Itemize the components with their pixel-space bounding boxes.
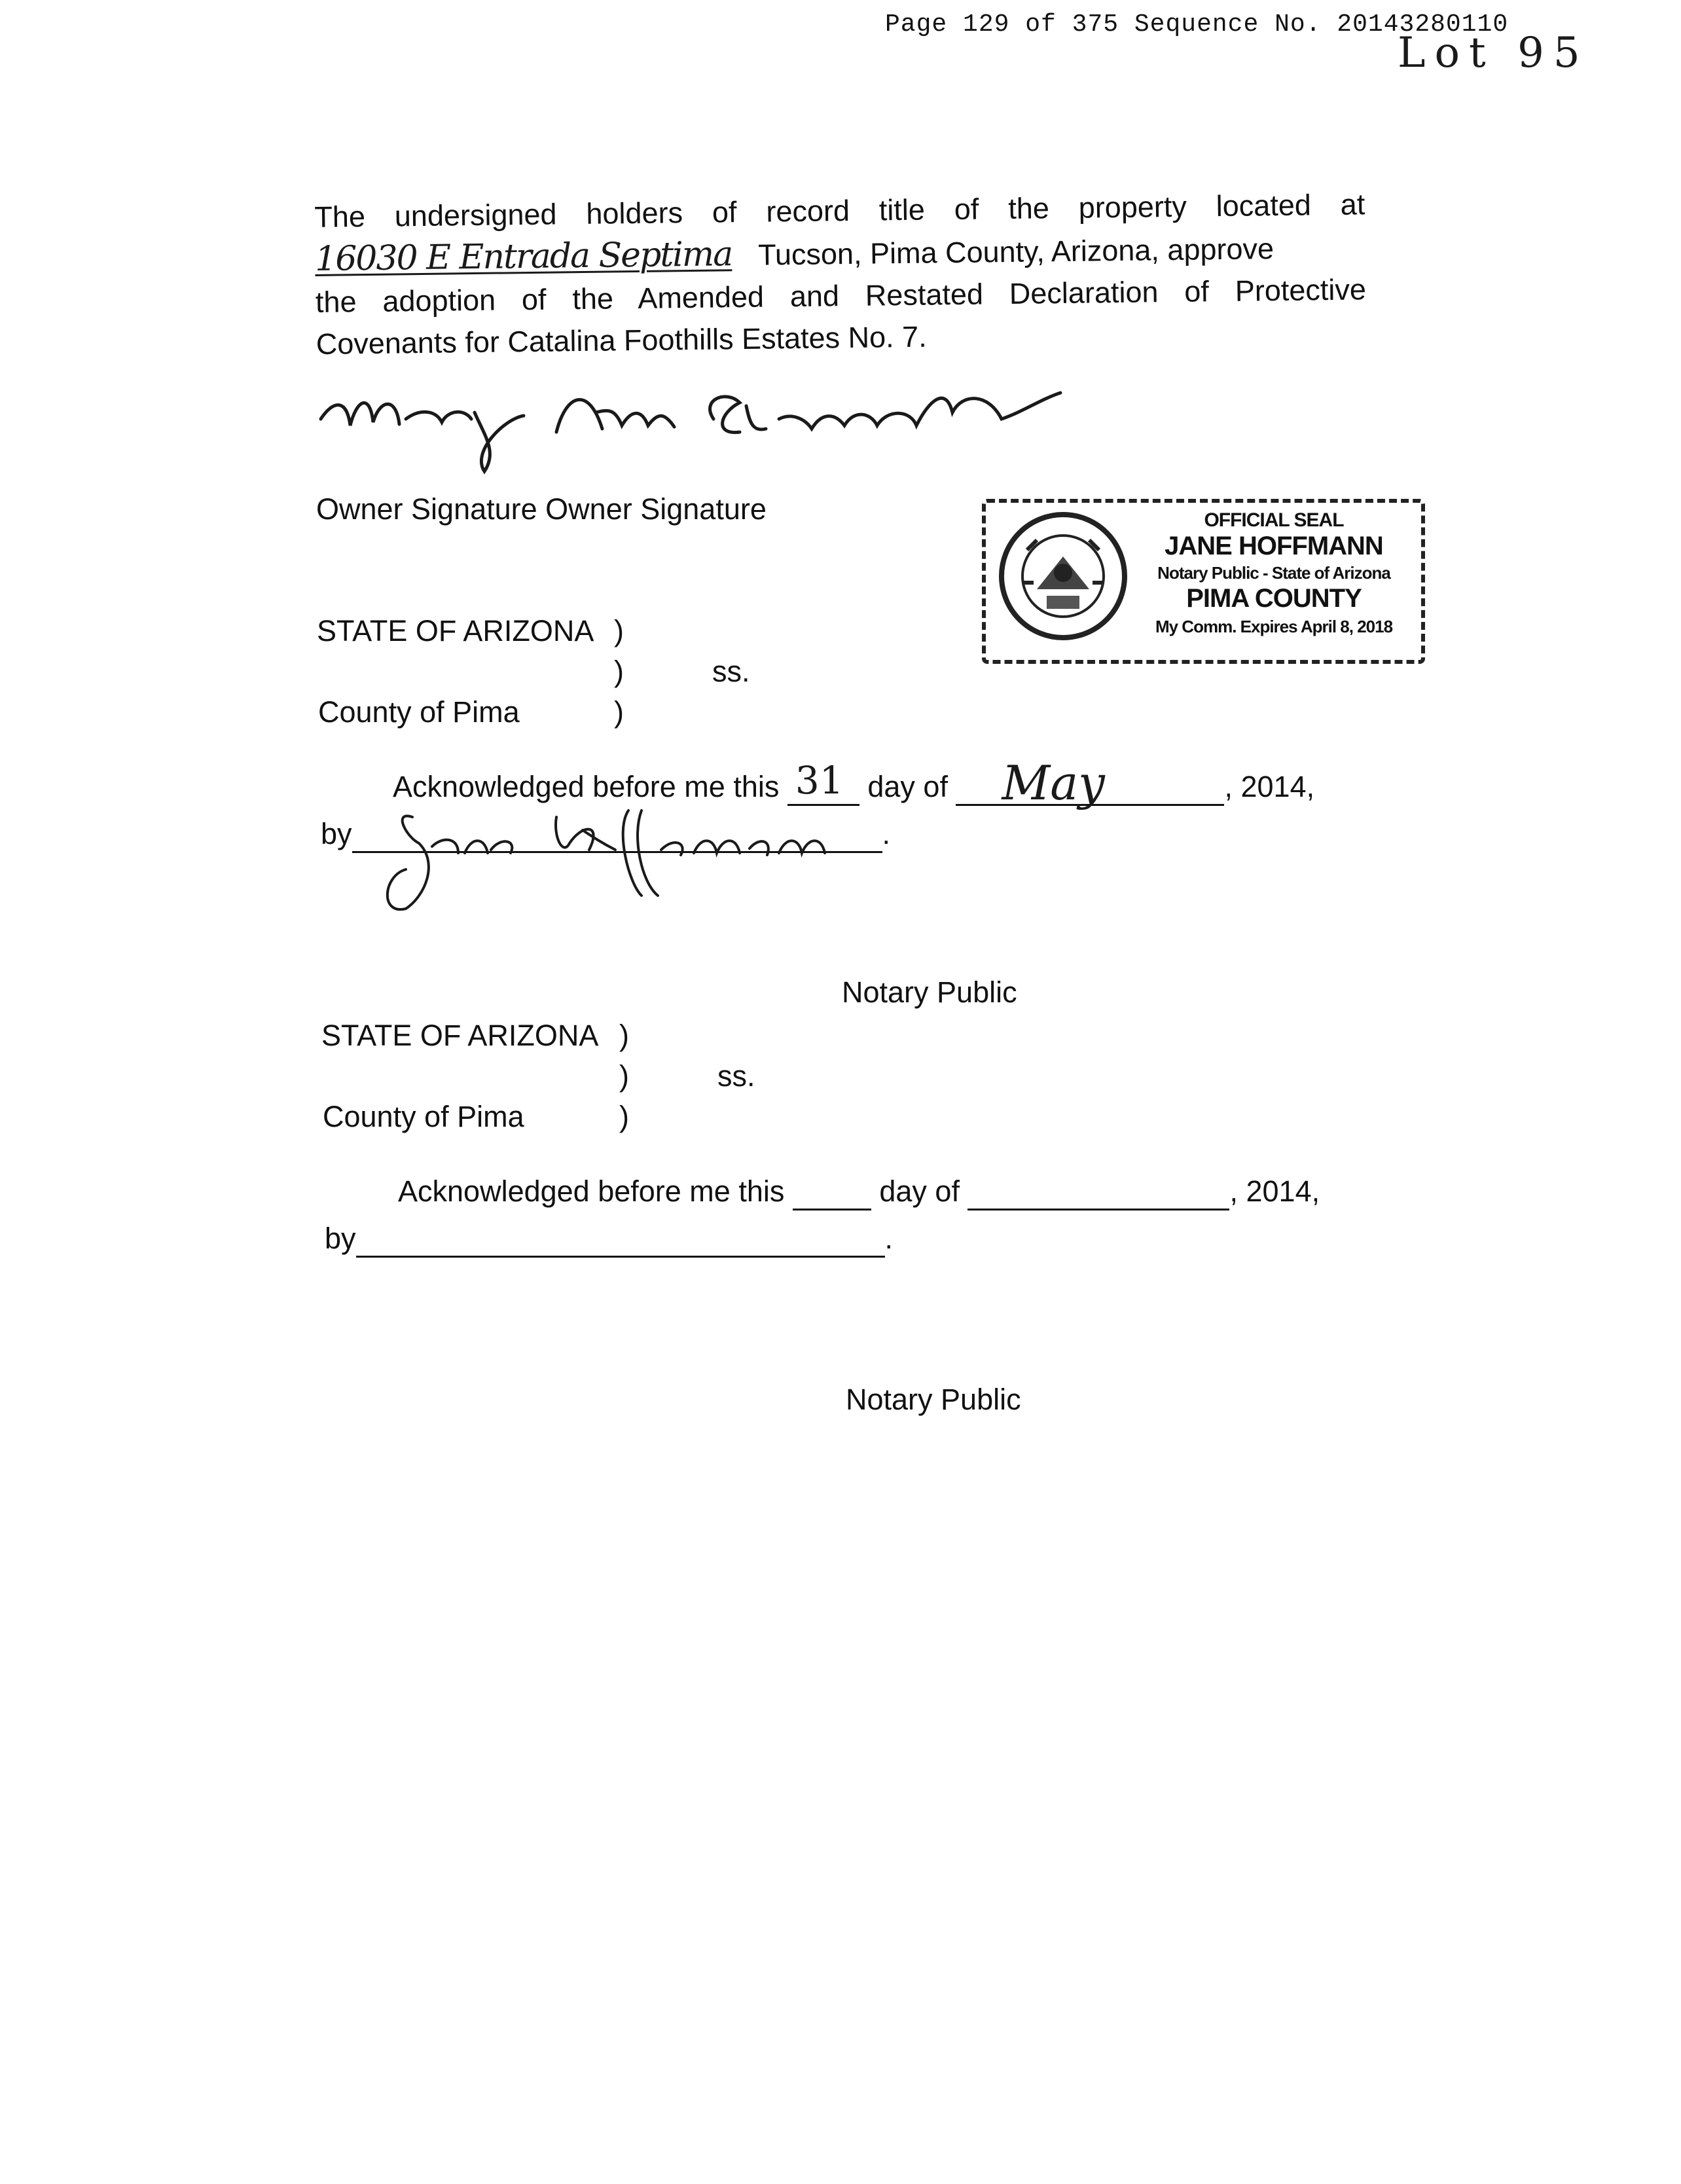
block2-state: STATE OF ARIZONA: [321, 1019, 599, 1052]
block1-state: STATE OF ARIZONA: [317, 614, 594, 647]
block1-month-blank: [956, 755, 1224, 810]
notary-seal-stamp: [982, 499, 1425, 664]
arizona-state-seal-icon: [998, 511, 1129, 642]
block2-day-of: day of: [879, 1174, 960, 1208]
seal-title: OFFICIAL SEAL: [1204, 509, 1344, 531]
block2-ss: ss.: [717, 1059, 755, 1093]
seal-notary-name: JANE HOFFMANN: [1165, 532, 1383, 560]
intro-line-1: The undersigned holders of record title of the property located at: [314, 187, 1365, 234]
block2-by-label: by: [325, 1222, 356, 1255]
seal-county: PIMA COUNTY: [1186, 584, 1362, 613]
block2-by-period: .: [884, 1222, 894, 1255]
block2-paren-3: ): [619, 1100, 629, 1133]
intro-paragraph: [314, 183, 1367, 365]
block1-day-of: day of: [867, 770, 948, 803]
page-sequence-header: Page 129 of 375 Sequence No. 20143280110: [885, 10, 1509, 39]
block1-ack-prefix: Acknowledged before me this: [393, 770, 780, 803]
block1-paren-3: ): [614, 695, 624, 729]
block2-year: , 2014,: [1229, 1174, 1320, 1208]
block1-paren-1: ): [614, 614, 624, 647]
block2-paren-1: ): [619, 1019, 629, 1052]
block2-by-blank: [356, 1222, 885, 1258]
lot-handwritten-note: Lot 95: [1398, 29, 1589, 77]
block2-by-line: [325, 1222, 893, 1258]
seal-expiration: My Comm. Expires April 8, 2018: [1155, 617, 1393, 636]
block1-notary-public-label: Notary Public: [842, 975, 1017, 1009]
block1-paren-2: ): [614, 655, 624, 688]
intro-line-2-tail: Tucson, Pima County, Arizona, approve: [757, 232, 1274, 272]
block2-ack-prefix: Acknowledged before me this: [398, 1174, 785, 1208]
block1-by-period: .: [882, 817, 891, 850]
owner-signature-label: Owner Signature Owner Signature: [316, 492, 767, 526]
block2-county: County of Pima: [323, 1100, 524, 1133]
block2-month-blank: [967, 1174, 1229, 1210]
notary-signature: [367, 797, 890, 922]
seal-notary-role: Notary Public - State of Arizona: [1157, 563, 1390, 583]
owner-signature: [308, 373, 1067, 471]
intro-line-4: Covenants for Catalina Foothills Estates No. 7.: [316, 319, 927, 361]
block1-day-handwritten: 31: [795, 758, 844, 803]
block1-county: County of Pima: [318, 695, 520, 729]
intro-line-3: the adoption of the Amended and Restated Declaration of Protective: [315, 272, 1367, 319]
block1-year: , 2014,: [1224, 770, 1315, 803]
block2-paren-2: ): [619, 1059, 629, 1093]
block2-day-blank: [793, 1174, 871, 1210]
block1-ss: ss.: [712, 655, 750, 688]
block2-acknowledgement-line: [398, 1174, 1320, 1210]
handwritten-address: 16030 E Entrada Septima: [314, 234, 732, 279]
block1-by-label: by: [321, 817, 352, 850]
block1-month-handwritten: May: [1002, 755, 1105, 810]
block2-notary-public-label: Notary Public: [846, 1383, 1021, 1416]
